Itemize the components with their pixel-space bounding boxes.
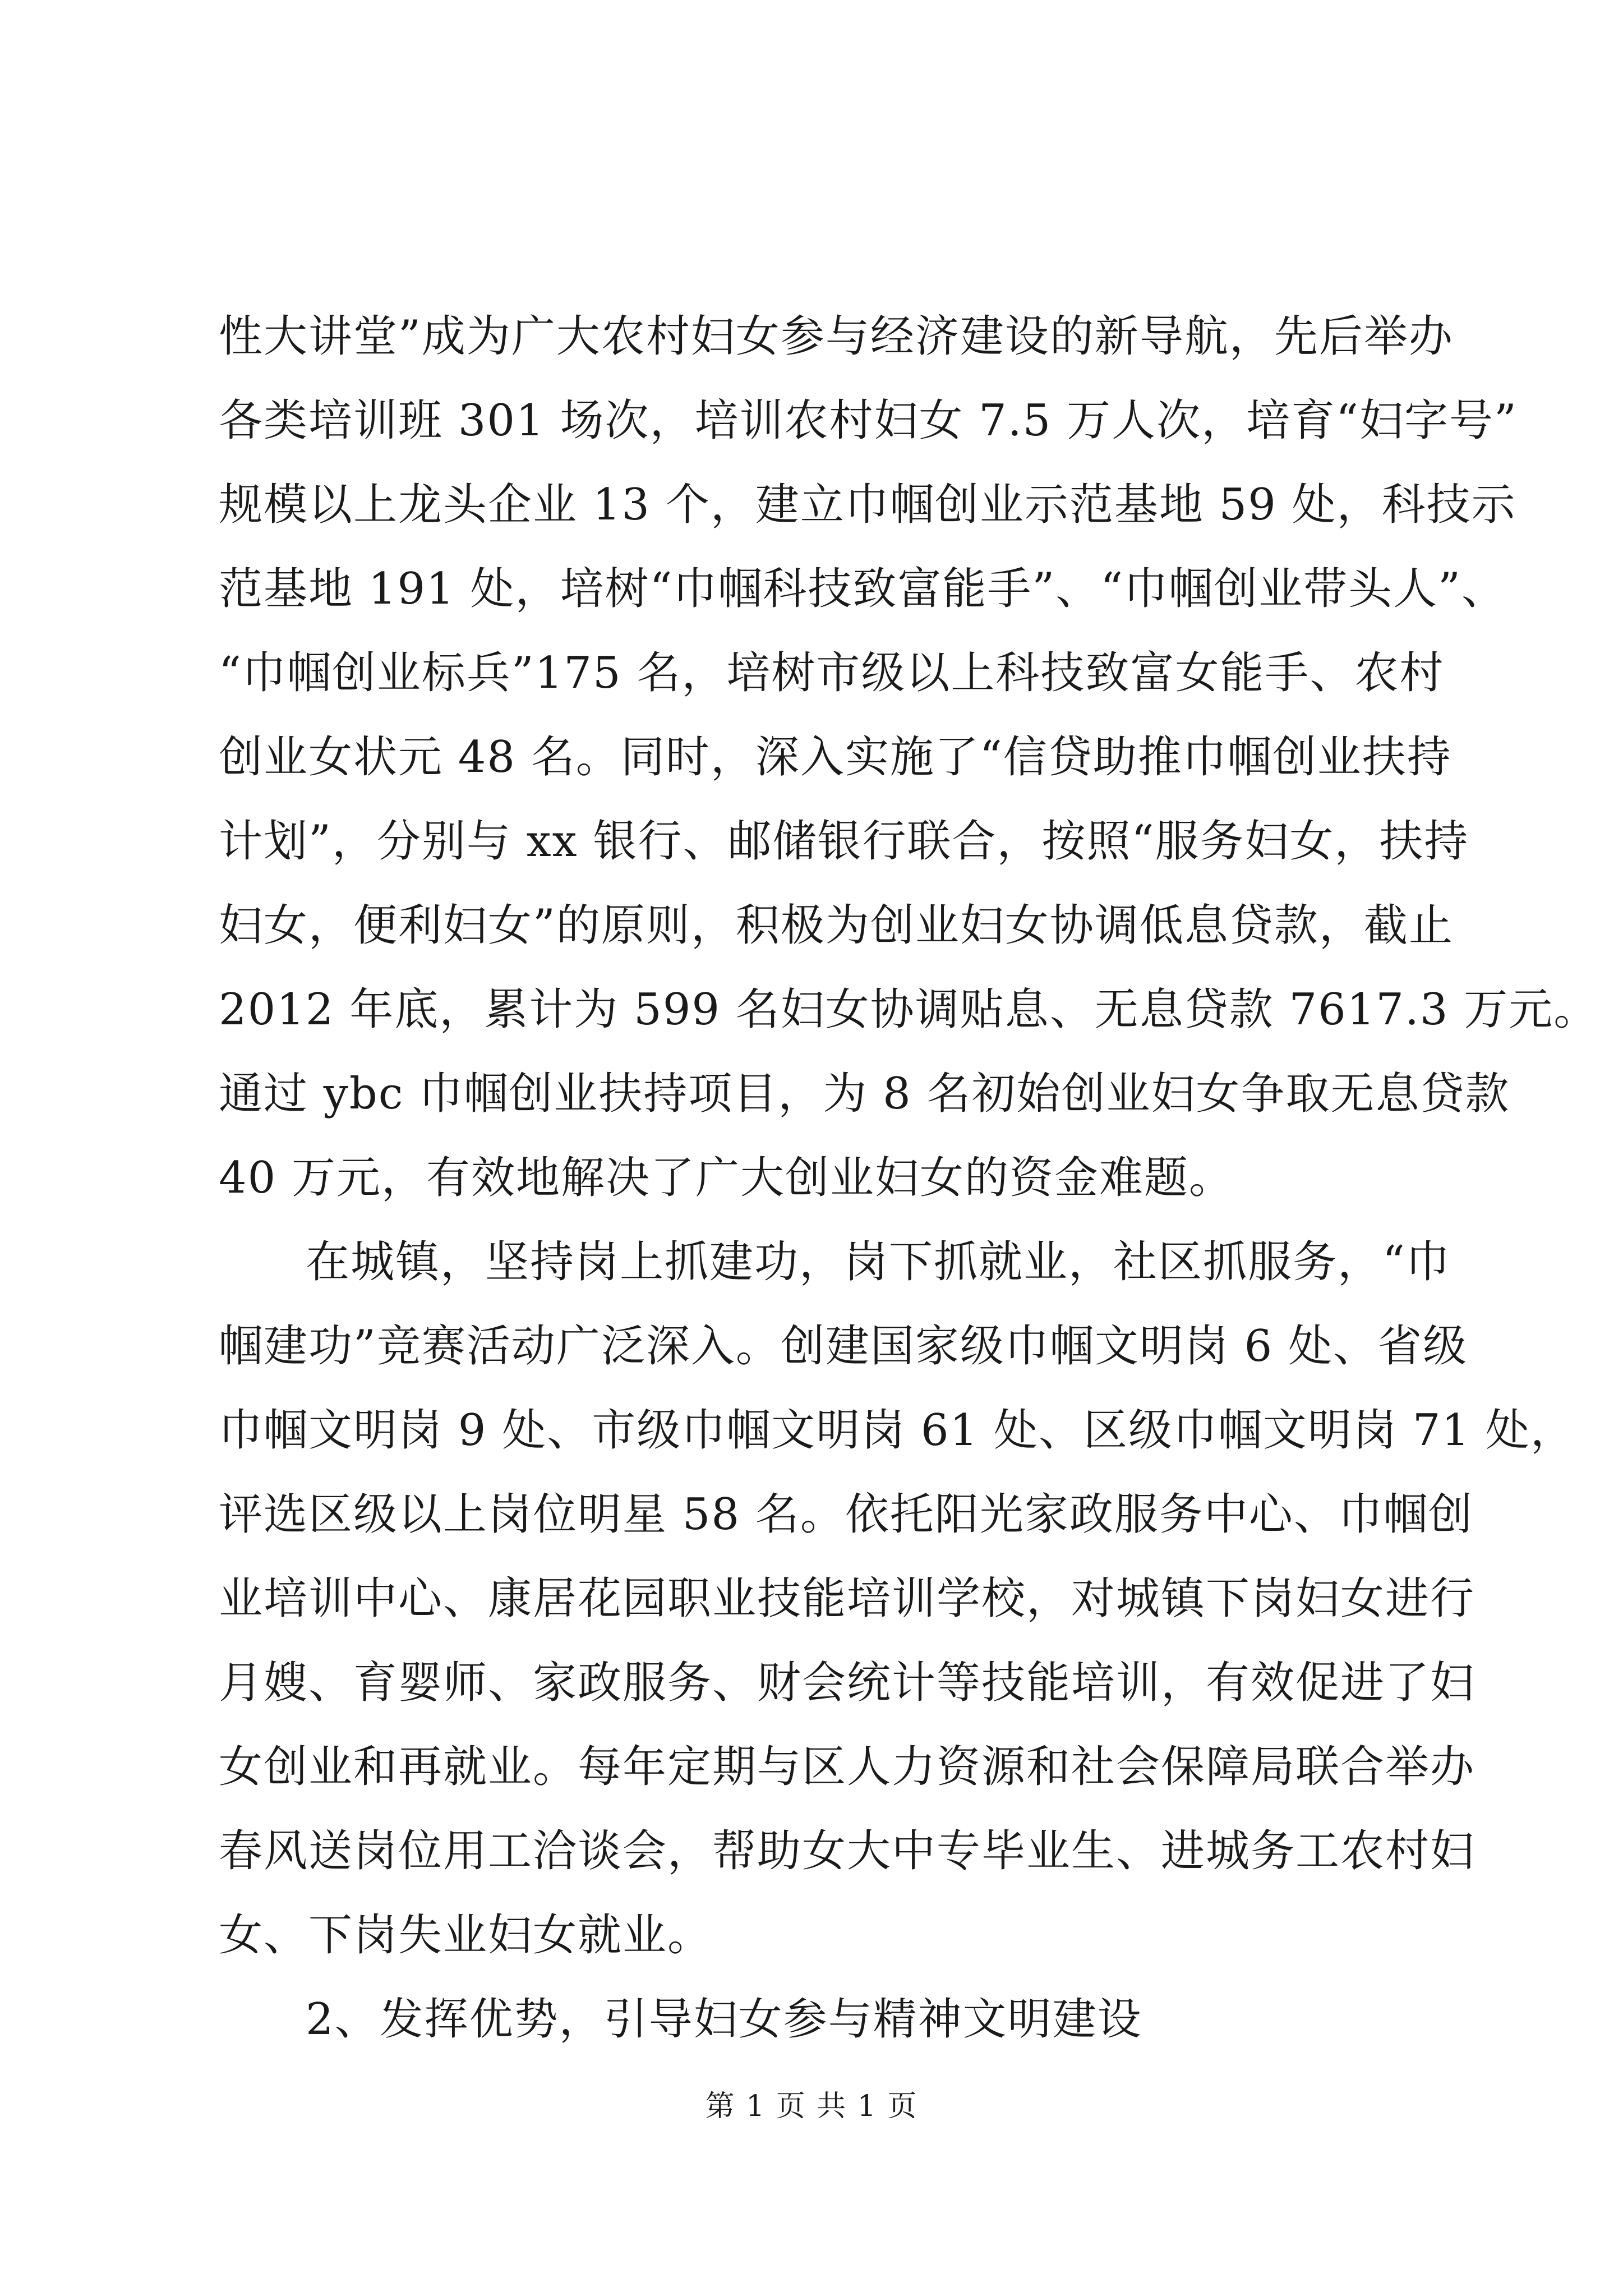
- text-line: 春风送岗位用工洽谈会，帮助女大中专毕业生、进城务工农村妇: [219, 1826, 1476, 1876]
- section-heading: 2、发挥优势，引导妇女参与精神文明建设: [306, 1994, 1142, 2045]
- paragraph-first-line: 在城镇，坚持岗上抓建功，岗下抓就业，社区抓服务，“巾: [306, 1237, 1451, 1287]
- text-line: 计划”，分别与 xx 银行、邮储银行联合，按照“服务妇女，扶持: [219, 816, 1469, 867]
- text-line: 帼建功”竞赛活动广泛深入。创建国家级巾帼文明岗 6 处、省级: [219, 1321, 1468, 1372]
- text-line: 规模以上龙头企业 13 个，建立巾帼创业示范基地 59 处，科技示: [219, 480, 1516, 530]
- text-line: 月嫂、育婴师、家政服务、财会统计等技能培训，有效促进了妇: [219, 1658, 1476, 1708]
- text-line: “巾帼创业标兵”175 名，培树市级以上科技致富女能手、农村: [219, 648, 1445, 698]
- text-line: 范基地 191 处，培树“巾帼科技致富能手”、“巾帼创业带头人”、: [219, 564, 1506, 614]
- text-line: 业培训中心、康居花园职业技能培训学校，对城镇下岗妇女进行: [219, 1573, 1476, 1624]
- text-line: 评选区级以上岗位明星 58 名。依托阳光家政服务中心、巾帼创: [219, 1489, 1473, 1540]
- text-line: 性大讲堂”成为广大农村妇女参与经济建设的新导航，先后举办: [219, 311, 1454, 362]
- text-line: 2012 年底，累计为 599 名妇女协调贴息、无息贷款 7617.3 万元。: [219, 984, 1599, 1035]
- text-line: 妇女，便利妇女”的原则，积极为创业妇女协调低息贷款，截止: [219, 900, 1454, 951]
- text-line: 各类培训班 301 场次，培训农村妇女 7.5 万人次，培育“妇字号”: [219, 395, 1518, 446]
- text-line: 女创业和再就业。每年定期与区人力资源和社会保障局联合举办: [219, 1742, 1476, 1792]
- text-line: 创业女状元 48 名。同时，深入实施了“信贷助推巾帼创业扶持: [219, 732, 1452, 783]
- page-footer: 第 1 页 共 1 页: [705, 2090, 918, 2123]
- text-line: 40 万元，有效地解决了广大创业妇女的资金难题。: [219, 1153, 1234, 1203]
- text-line: 通过 ybc 巾帼创业扶持项目，为 8 名初始创业妇女争取无息贷款: [219, 1069, 1510, 1119]
- text-line: 女、下岗失业妇女就业。: [219, 1910, 713, 1961]
- text-line: 巾帼文明岗 9 处、市级巾帼文明岗 61 处、区级巾帼文明岗 71 处，: [219, 1405, 1575, 1456]
